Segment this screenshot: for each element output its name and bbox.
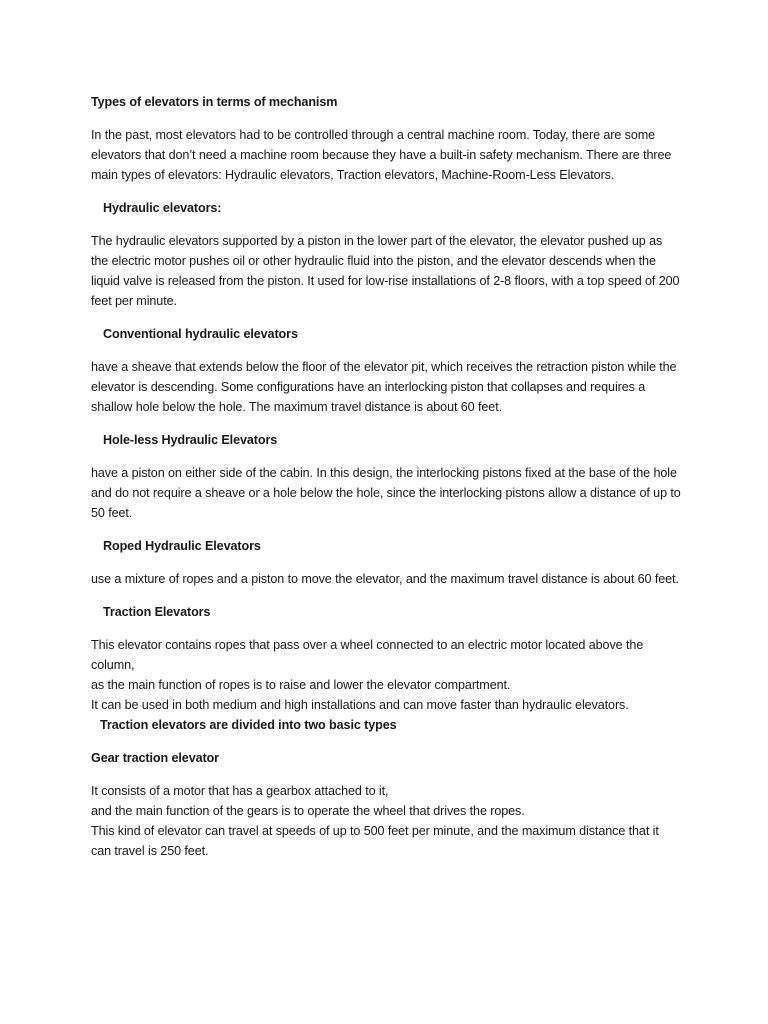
traction-heading: Traction Elevators (103, 605, 211, 619)
holeless-paragraph: have a piston on either side of the cabin. In this design, the interlocking pistons fixed at the base of the hole and do not require a sheave or a hole below the hole, since the interlocking pistons allow a distance of up to 50 feet. (91, 466, 681, 520)
conventional-heading: Conventional hydraulic elevators (103, 327, 298, 341)
gear-heading: Gear traction elevator (91, 751, 219, 765)
traction-line-3: It can be used in both medium and high installations and can move faster than hydraulic elevators. (91, 698, 629, 712)
hydraulic-paragraph: The hydraulic elevators supported by a piston in the lower part of the elevator, the elevator pushed up as the electric motor pushes oil or other hydraulic fluid into the piston, and the elevator descends when the liquid valve is released from the piston. It used for low-rise installations of 2-8 floors, with a top speed of 200 feet per minute. (91, 234, 680, 308)
gear-line-1: It consists of a motor that has a gearbox attached to it, (91, 784, 389, 798)
roped-paragraph: use a mixture of ropes and a piston to move the elevator, and the maximum travel distance is about 60 feet. (91, 572, 679, 586)
traction-types-subheading: Traction elevators are divided into two basic types (100, 718, 397, 732)
traction-line-2: as the main function of ropes is to raise and lower the elevator compartment. (91, 678, 511, 692)
conventional-paragraph: have a sheave that extends below the floor of the elevator pit, which receives the retraction piston while the elevator is descending. Some configurations have an interlocking piston that collapses and requires a shallow hole below the hole. The maximum travel distance is about 60 feet. (91, 360, 677, 414)
holeless-heading: Hole-less Hydraulic Elevators (103, 433, 278, 447)
gear-line-3: This kind of elevator can travel at speeds of up to 500 feet per minute, and the maximum distance that it can travel is 250 feet. (91, 824, 659, 858)
traction-line-1: This elevator contains ropes that pass over a wheel connected to an electric motor located above the column, (91, 638, 644, 672)
gear-line-2: and the main function of the gears is to operate the wheel that drives the ropes. (91, 804, 525, 818)
roped-heading: Roped Hydraulic Elevators (103, 539, 261, 553)
document-title: Types of elevators in terms of mechanism (91, 95, 338, 109)
hydraulic-heading: Hydraulic elevators: (103, 201, 222, 215)
intro-paragraph: In the past, most elevators had to be controlled through a central machine room. Today, there are some elevators that don’t need a machine room because they have a built-in safety mechanism. There are three main types of elevators: Hydraulic elevators, Traction elevators, Machine-Room-Less Elevators. (91, 128, 672, 182)
document-page (91, 92, 681, 861)
